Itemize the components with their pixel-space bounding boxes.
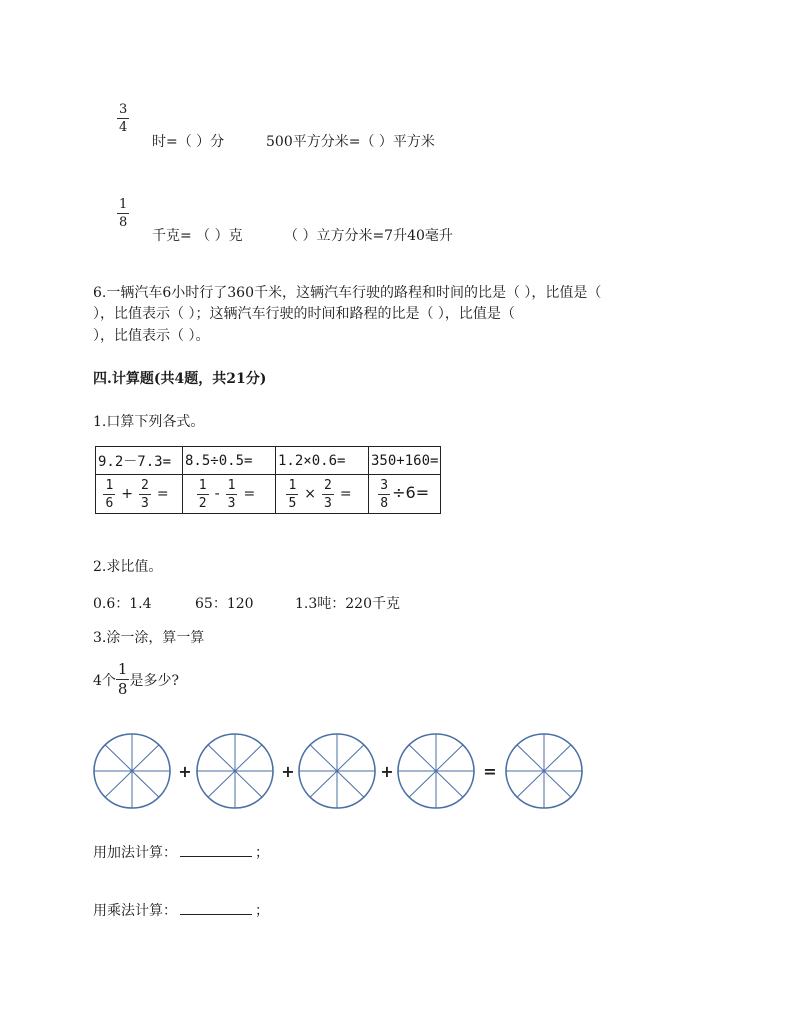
- fraction-denominator: 3: [324, 495, 332, 511]
- end-mark: ；: [255, 903, 269, 919]
- table-cell: [369, 475, 441, 514]
- operator: ×: [304, 486, 316, 502]
- fraction-numerator: 3: [380, 477, 389, 493]
- q6-line-2: ），比值表示（ ）；这辆汽车行驶的时间和路程的比是（ ），比值是（: [93, 306, 515, 322]
- unit-row-2-fraction: [117, 198, 129, 229]
- equals-sign: =: [156, 486, 169, 502]
- fraction-circle[interactable]: [94, 734, 170, 808]
- fraction-denominator: 5: [288, 495, 297, 511]
- addition-answer-blank[interactable]: [180, 842, 252, 857]
- operator: -: [214, 486, 220, 502]
- plus-sign: +: [281, 762, 295, 781]
- end-mark: ；: [255, 845, 269, 861]
- fraction-circles-diagram: [0, 726, 794, 816]
- unit-row-2-right: （ ）立方分米=7升40毫升: [284, 228, 453, 244]
- fraction-denominator: 6: [105, 495, 114, 511]
- fraction-numerator: 1: [288, 477, 297, 493]
- equals-sign: =: [339, 486, 352, 502]
- fraction-bar: [378, 494, 390, 495]
- q6-line-3: ），比值表示（ ）。: [93, 328, 210, 344]
- fraction-denominator: 8: [119, 215, 128, 230]
- ratio-item: 0.6：1.4: [93, 596, 152, 612]
- fraction-bar: [286, 494, 298, 495]
- fraction-bar: [226, 494, 238, 495]
- multiplication-answer-line: [93, 900, 269, 920]
- fraction-numerator: 3: [119, 102, 128, 117]
- addition-answer-line: [93, 842, 269, 862]
- unit-row-1-fraction: [117, 103, 129, 134]
- q6-line-1: 6.一辆汽车6小时行了360千米，这辆汽车行驶的路程和时间的比是（ ），比值是（: [93, 285, 602, 301]
- fraction-numerator: 2: [324, 477, 332, 493]
- fraction-bar: [322, 494, 334, 495]
- table-cell: [183, 475, 276, 514]
- fraction-bar: [197, 494, 209, 495]
- fraction-denominator: 3: [141, 495, 149, 511]
- fraction-denominator: 3: [227, 495, 236, 511]
- fraction-bar: [103, 494, 115, 495]
- equals-sign: =: [243, 486, 256, 502]
- q3-title: 3.涂一涂，算一算: [93, 630, 205, 646]
- unit-row-2-left: 千克= （ ）克: [152, 228, 243, 244]
- fraction-circle[interactable]: [506, 734, 582, 808]
- fraction-denominator: 2: [198, 495, 207, 511]
- fraction-bar: [117, 213, 129, 214]
- ratio-item: 1.3吨：220千克: [295, 596, 400, 612]
- addition-label: 用加法计算：: [93, 845, 177, 861]
- unit-row-1-right: 500平方分米=（ ）平方米: [266, 134, 435, 150]
- plus-sign: +: [380, 762, 394, 781]
- section-4-title: 四.计算题(共4题，共21分): [93, 371, 267, 387]
- fraction-numerator: 1: [117, 660, 128, 678]
- question-suffix: 是多少?: [129, 672, 179, 689]
- fraction-denominator: 8: [380, 495, 389, 511]
- fraction-denominator: 4: [119, 120, 128, 135]
- fraction-numerator: 1: [105, 477, 114, 493]
- multiplication-answer-blank[interactable]: [180, 900, 252, 915]
- multiplication-label: 用乘法计算：: [93, 903, 177, 919]
- fraction-circle[interactable]: [197, 734, 273, 808]
- fraction-numerator: 2: [141, 477, 149, 493]
- question-prefix: 4个: [93, 672, 116, 689]
- fraction-bar: [117, 118, 129, 119]
- fraction-circle[interactable]: [398, 734, 474, 808]
- operator: +: [121, 486, 133, 502]
- table-cell: 350+160=: [369, 447, 441, 475]
- fraction-denominator: 8: [117, 680, 128, 698]
- table-cell: 1.2×0.6=: [276, 447, 369, 475]
- fraction-numerator: 1: [198, 477, 207, 493]
- operator: ÷6=: [392, 483, 430, 502]
- table-row: [96, 447, 441, 475]
- table-cell: 8.5÷0.5=: [183, 447, 276, 475]
- equals-sign: =: [483, 762, 497, 781]
- ratio-item: 65：120: [195, 596, 254, 612]
- q2-title: 2.求比值。: [93, 559, 163, 575]
- q3-question: [93, 662, 179, 697]
- mental-math-table: [95, 446, 441, 514]
- fraction-circle[interactable]: [299, 734, 375, 808]
- fraction-numerator: 1: [227, 477, 236, 493]
- table-row: [96, 475, 441, 514]
- table-cell: [276, 475, 369, 514]
- table-cell: [96, 475, 183, 514]
- fraction-bar: [139, 494, 151, 495]
- table-cell: 9.2－7.3=: [96, 447, 183, 475]
- plus-sign: +: [178, 762, 192, 781]
- q1-title: 1.口算下列各式。: [93, 414, 205, 430]
- unit-row-1-left: 时=（ ）分: [152, 134, 225, 150]
- fraction-numerator: 1: [119, 197, 128, 212]
